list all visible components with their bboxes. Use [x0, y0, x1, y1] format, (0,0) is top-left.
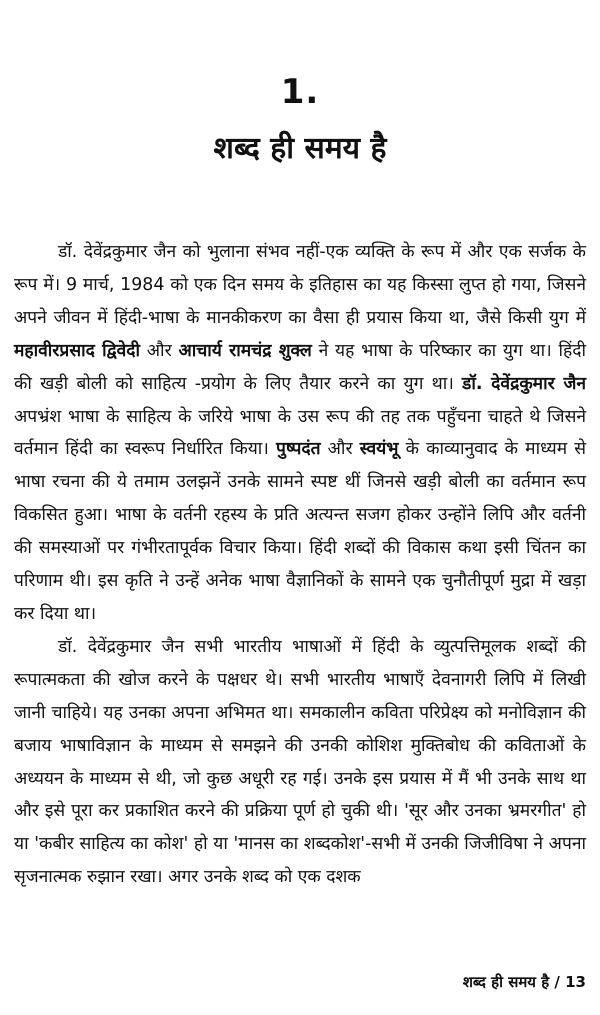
page-footer — [463, 972, 586, 992]
text-segment: और — [320, 439, 360, 460]
text-segment: और — [140, 340, 179, 361]
text-segment: ने यह भाषा के परिष्कार का युग था। हिंदी की खड़ी बोली को साहित्य -प्रयोग के लिए तैयार करने का युग था। — [14, 340, 586, 394]
paragraph-2 — [14, 631, 586, 894]
paragraph-1 — [14, 236, 586, 631]
bold-name: डॉ. देवेंद्रकुमार जैन — [462, 373, 586, 394]
text-segment: अपभ्रंश भाषा के साहित्य के जरिये भाषा के उस रूप की तह तक पहुँचना चाहते थे जिसने वर्तमान हिंदी का स्वरूप निर्धारित किया। — [14, 406, 586, 460]
running-title: शब्द ही समय है — [462, 973, 550, 991]
body-text — [14, 236, 586, 894]
bold-name: महावीरप्रसाद द्विवेदी — [14, 340, 141, 361]
text-segment: डॉ. देवेंद्रकुमार जैन सभी भारतीय भाषाओं में हिंदी के व्युत्पत्तिमूलक शब्दों की रूपात्मकता की खोज करने के पक्षधर थे। सभी भारतीय भाषाएँ देवनागरी लिपि में लिखी जानी चाहिये। यह उनका अपना अभिमत था। समकालीन कविता परिप्रेक्ष्य को मनोविज्ञान की बजाय भाषाविज्ञान के माध्यम से समझने की उनकी कोशिश मुक्तिबोध की कविताओं के अध्ययन के माध्यम से थी, जो कुछ अधूरी रह गई। उनके इस प्रयास में मैं भी उनके साथ था और इसे पूरा कर प्रकाशित करने की प्रक्रिया पूर्ण हो चुकी थी। 'सूर और उनका भ्रमरगीत' हो या 'कबीर साहित्य का कोश' हो या 'मानस का शब्दकोश'-सभी में उनकी जिजीविषा ने अपना सृजनात्मक रुझान रखा। अगर उनके शब्द को एक दशक — [14, 636, 586, 888]
bold-name: पुष्पदंत — [276, 439, 321, 460]
bold-name: स्वयंभू — [359, 439, 399, 460]
text-segment: के काव्यानुवाद के माध्यम से भाषा रचना की ये तमाम उलझनें उनके सामने स्पष्ट थीं जिनसे खड़ी बोली का वर्तमान रूप विकसित हुआ। भाषा के वर्तनी रहस्य के प्रति अत्यन्त सजग होकर उन्होंने लिपि और वर्तनी की समस्याओं पर गंभीरतापूर्वक विचार किया। हिंदी शब्दों की विकास कथा इसी चिंतन का परिणाम थी। इस कृति ने उन्हें अनेक भाषा वैज्ञानिकों के सामने एक चुनौतीपूर्ण मुद्रा में खड़ा कर दिया था। — [14, 439, 586, 624]
footer-separator: / — [549, 973, 566, 991]
chapter-title: शब्द ही समय है — [213, 131, 387, 166]
text-segment: डॉ. देवेंद्रकुमार जैन को भुलाना संभव नहीं-एक व्यक्ति के रूप में और एक सर्जक के रूप में। 9 मार्च, 1984 को एक दिन समय के इतिहास का यह किस्सा लुप्त हो गया, जिसने अपने जीवन में हिंदी-भाषा के मानकीकरण का वैसा ही प्रयास किया था, जैसे किसी युग में — [14, 242, 586, 328]
bold-name: आचार्य रामचंद्र शुक्ल — [178, 340, 312, 361]
chapter-number: 1. — [280, 72, 320, 112]
page-number: 13 — [565, 973, 586, 991]
